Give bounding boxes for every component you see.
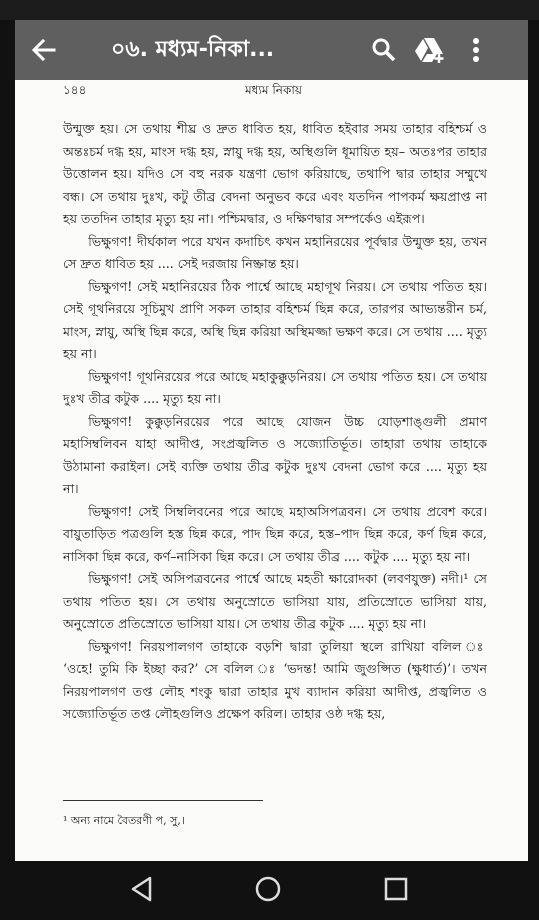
paragraph: ভিক্ষুগণ! কুক্কুড়নিরয়ের পরে আছে যোজন উচ্চ যোড়শাঙ্গুলী প্রমাণ মহাসিম্বলিবন যাহা আদীপ্ত, সংপ্রজ্বলিত ও সজ্যোতির্ভূত। তাহারা তথায় তাহাকে উঠামানা করাইল। সেই ব্যক্তি তথায় তীব্র কটুক দুঃখ বেদনা ভোগ করে .... মৃত্যু হয় না। (63, 413, 487, 496)
navigation-bar (0, 861, 539, 920)
paragraph: ভিক্ষুগণ! নিরয়পালগণ তাহাকে বড়শি দ্বারা তুলিয়া স্থলে রাখিয়া বলিল ঃ ‘ওহে! তুমি কি ইচ্ছা কর?’ সে বলিল ঃ ‘ভদন্ত! আমি জুগুপ্সিত (ক্ষুধার্ত)’। তখন নিরয়পালগণ তপ্ত লৌহ শংকু দ্বারা তাহার মুখ ব্যাদান করিয়া আদীপ্ত, প্রজ্বলিত ও সজ্যোতির্ভূত তপ্ত লৌহগুলিও প্রক্ষেপ করিল। তাহার ওষ্ঠ দগ্ধ হয়, (63, 638, 487, 721)
page-body (63, 118, 487, 726)
paragraph: উন্মুক্ত হয়। সে তথায় শীঘ্র ও দ্রুত ধাবিত হয়, ধাবিত হইবার সময় তাহার বহিশ্চর্ম ও অন্তঃচর্ম দগ্ধ হয়, মাংস দগ্ধ হয়, স্নায়ু দগ্ধ হয়, অস্থিগুলি ধূমায়িত হয়– অতঃপর তাহার উত্তোলন হয়। যদিও সে বহু নরক যন্ত্রণা ভোগ করিয়াছে, তথাপি দ্বার তাহার সম্মুখে বন্ধ। সে তথায় দুঃখ, কটু তীব্র বেদনা অনুভব করে এবং যতদিন পাপকর্ম ক্ষয়প্রাপ্ত না হয় ততদিন তাহার মৃত্যু হয় না। পশ্চিমদ্বার, ও দক্ষিণদ্বার সম্পর্কেও এইরূপ। (63, 121, 487, 226)
page-header (15, 80, 528, 102)
paragraph: ভিক্ষুগণ! দীর্ঘকাল পরে যখন কদাচিৎ কখন মহানিরয়ের পূর্বদ্বার উন্মুক্ত হয়, তখন সে দ্রুত ধাবিত হয় .... সেই দরজায় নিষ্ক্রান্ত হয়। (63, 233, 487, 271)
page-number: ১৪৪ (63, 83, 87, 97)
paragraph: ভিক্ষুগণ! সেই অসিপত্রবনের পার্শ্বে আছে মহতী ক্ষারোদকা (লবণযুক্ত) নদী।¹ সে তথায় পতিত হয়। সে তথায় অনুস্রোতে ভাসিয়া যায়, প্রতিস্রোতে ভাসিয়া যায়, অনুস্রোতে প্রতিস্রোতে ভাসিয়া যায়। সে তথায় তীব্র কটুক .... মৃত্যু হয় না। (63, 571, 487, 631)
running-head: মধ্যম নিকায় (245, 83, 302, 97)
document-title: ০৬. মধ্যম-নিকা... (111, 36, 275, 62)
recents-square-icon[interactable] (383, 876, 409, 906)
add-to-drive-icon[interactable] (407, 20, 453, 80)
back-triangle-icon[interactable] (130, 876, 154, 906)
paragraph: ভিক্ষুগণ! সেই মহানিরয়ের ঠিক পার্শ্বে আছে মহাগূথ নিরয়। সে তথায় পতিত হয়। সেই গূথনিরয়ে সূচিমুখ প্রাণি সকল তাহার বহিশ্চর্ম ছিন্ন করে, তারপর আভ্যন্তরীন চর্ম, মাংস, স্নায়ু, অস্থি ছিন্ন করে, অস্থি ছিন্ন করিয়া অস্থিমজ্জা ভক্ষণ করে। সে তথায় .... মৃত্যু হয় না। (63, 278, 487, 361)
footnote: ¹ অন্য নামে বৈতরণী প, সু,। (63, 814, 185, 827)
paragraph: ভিক্ষুগণ! গূথনিরয়ের পরে আছে মহাকুক্কুড়নিরয়। সে তথায় পতিত হয়। সে তথায় দুঃখ তীব্র কটুক .... মৃত্যু হয় না। (63, 368, 487, 406)
more-vert-icon[interactable] (453, 20, 499, 80)
app-bar (15, 20, 528, 80)
home-circle-icon[interactable] (254, 875, 282, 907)
document-page[interactable] (15, 80, 528, 861)
footnote-rule (63, 800, 263, 801)
search-icon[interactable] (361, 20, 407, 80)
status-bar (0, 0, 539, 20)
paragraph: ভিক্ষুগণ! সেই সিম্বলিবনের পরে আছে মহাঅসিপত্রবন। সে তথায় প্রবেশ করে। বায়ুতাড়িত পত্রগুলি হস্ত ছিন্ন করে, পাদ ছিন্ন করে, হস্ত–পাদ ছিন্ন করে, কর্ণ ছিন্ন করে, নাসিকা ছিন্ন করে, কর্ণ–নাসিকা ছিন্ন করে। সে তথায় তীব্র .... কটুক .... মৃত্যু হয় না। (63, 503, 487, 564)
back-arrow-icon[interactable] (15, 20, 71, 80)
